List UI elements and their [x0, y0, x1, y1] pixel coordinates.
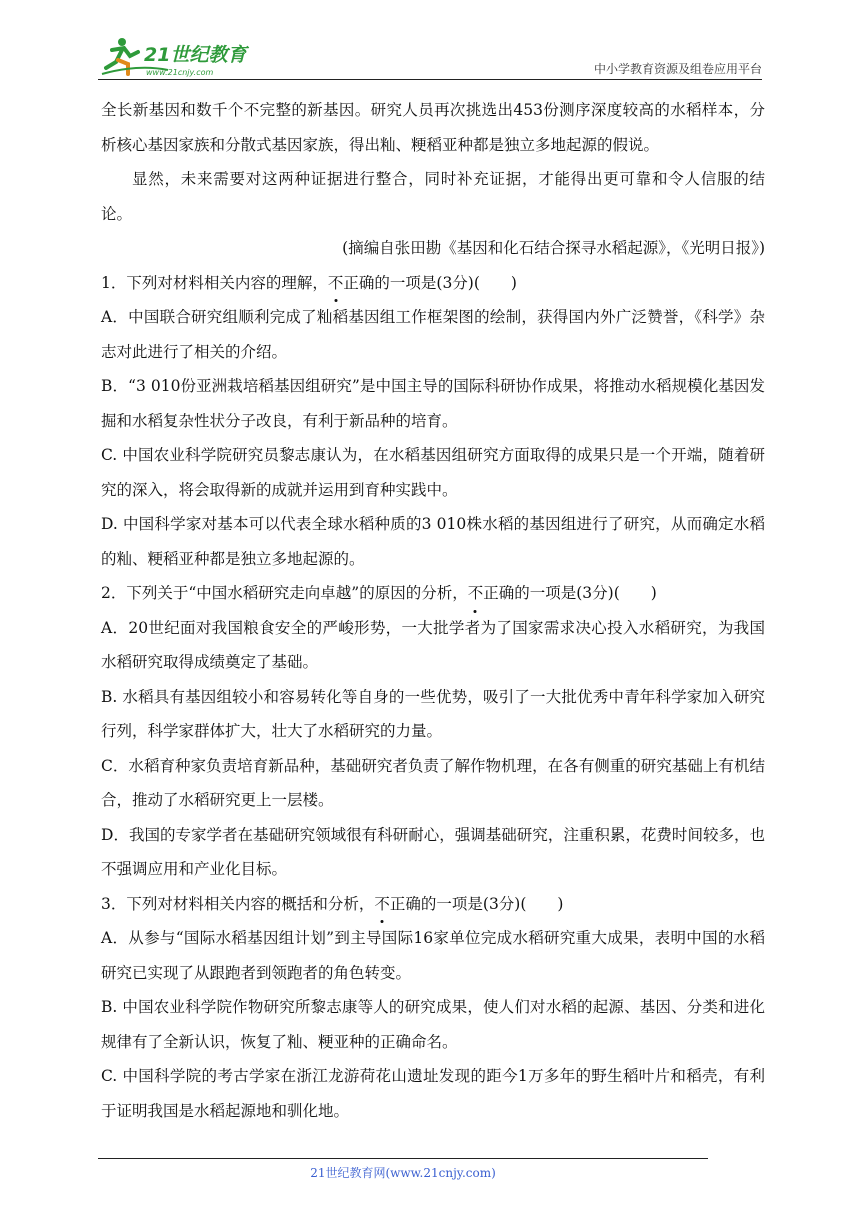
- question-option: A．中国联合研究组顺利完成了籼稻基因组工作框架图的绘制，获得国内外广泛赞誉，《科学》杂志对此进行了相关的介绍。: [101, 308, 765, 361]
- platform-name: 中小学教育资源及组卷应用平台: [593, 62, 762, 76]
- question-option: D. 中国科学家对基本可以代表全球水稻种质的3 010株水稻的基因组进行了研究，从而确定水稻的籼、粳稻亚种都是独立多地起源的。: [101, 515, 765, 568]
- question-stem: 2．下列关于“中国水稻研究走向卓越”的原因的分析，不正确的一项是(3分)( ): [101, 576, 765, 611]
- emphasis-mark: 不: [374, 887, 390, 922]
- question-option: B．“3 010份亚洲栽培稻基因组研究”是中国主导的国际科研协作成果，将推动水稻规模化基因发掘和水稻复杂性状分子改良，有利于新品种的培育。: [101, 377, 765, 430]
- page-header: [98, 34, 762, 80]
- question-option: A．从参与“国际水稻基因组计划”到主导国际16家单位完成水稻研究重大成果，表明中国的水稻研究已实现了从跟跑者到领跑者的角色转变。: [101, 929, 765, 982]
- emphasis-mark: 不: [468, 576, 484, 611]
- svg-text:www.21cnjy.com: www.21cnjy.com: [146, 68, 214, 77]
- question-option: D．我国的专家学者在基础研究领域很有科研耐心，强调基础研究，注重积累，花费时间较多，也不强调应用和产业化目标。: [101, 825, 765, 878]
- passage-paragraph: 全长新基因和数千个不完整的新基因。研究人员再次挑选出453份测序深度较高的水稻样本，分析核心基因家族和分散式基因家族，得出籼、粳稻亚种都是独立多地起源的假说。: [101, 101, 765, 154]
- footer-text: 21世纪教育网(www.21cnjy.com): [310, 1166, 496, 1180]
- question-stem: 1．下列对材料相关内容的理解，不正确的一项是(3分)( ): [101, 266, 765, 301]
- question-stem: 3．下列对材料相关内容的概括和分析，不正确的一项是(3分)( ): [101, 887, 765, 922]
- question-option: C. 中国科学院的考古学家在浙江龙游荷花山遗址发现的距今1万多年的野生稻叶片和稻壳，有利于证明我国是水稻起源地和驯化地。: [101, 1067, 765, 1120]
- footer-divider: [98, 1158, 708, 1159]
- logo: [98, 34, 268, 78]
- header-divider: [98, 79, 762, 80]
- question-option: B. 水稻具有基因组较小和容易转化等自身的一些优势，吸引了一大批优秀中青年科学家加入研究行列，科学家群体扩大，壮大了水稻研究的力量。: [101, 687, 765, 740]
- emphasis-mark: 不: [328, 266, 344, 301]
- passage-source: (摘编自张田勘《基因和化石结合探寻水稻起源》，《光明日报》): [342, 239, 765, 257]
- document-body: [101, 93, 765, 1128]
- question-option: B. 中国农业科学院作物研究所黎志康等人的研究成果，使人们对水稻的起源、基因、分类和进化规律有了全新认识，恢复了籼、粳亚种的正确命名。: [101, 998, 765, 1051]
- svg-text:21世纪教育: 21世纪教育: [144, 44, 247, 66]
- question-option: A．20世纪面对我国粮食安全的严峻形势，一大批学者为了国家需求决心投入水稻研究，为我国水稻研究取得成绩奠定了基础。: [101, 618, 765, 671]
- passage-paragraph: 显然，未来需要对这两种证据进行整合，同时补充证据，才能得出更可靠和令人信服的结论。: [101, 170, 765, 223]
- question-option: C．水稻育种家负责培育新品种，基础研究者负责了解作物机理，在各有侧重的研究基础上有机结合，推动了水稻研究更上一层楼。: [101, 756, 765, 809]
- question-option: C. 中国农业科学院研究员黎志康认为，在水稻基因组研究方面取得的成果只是一个开端，随着研究的深入，将会取得新的成就并运用到育种实践中。: [101, 446, 765, 499]
